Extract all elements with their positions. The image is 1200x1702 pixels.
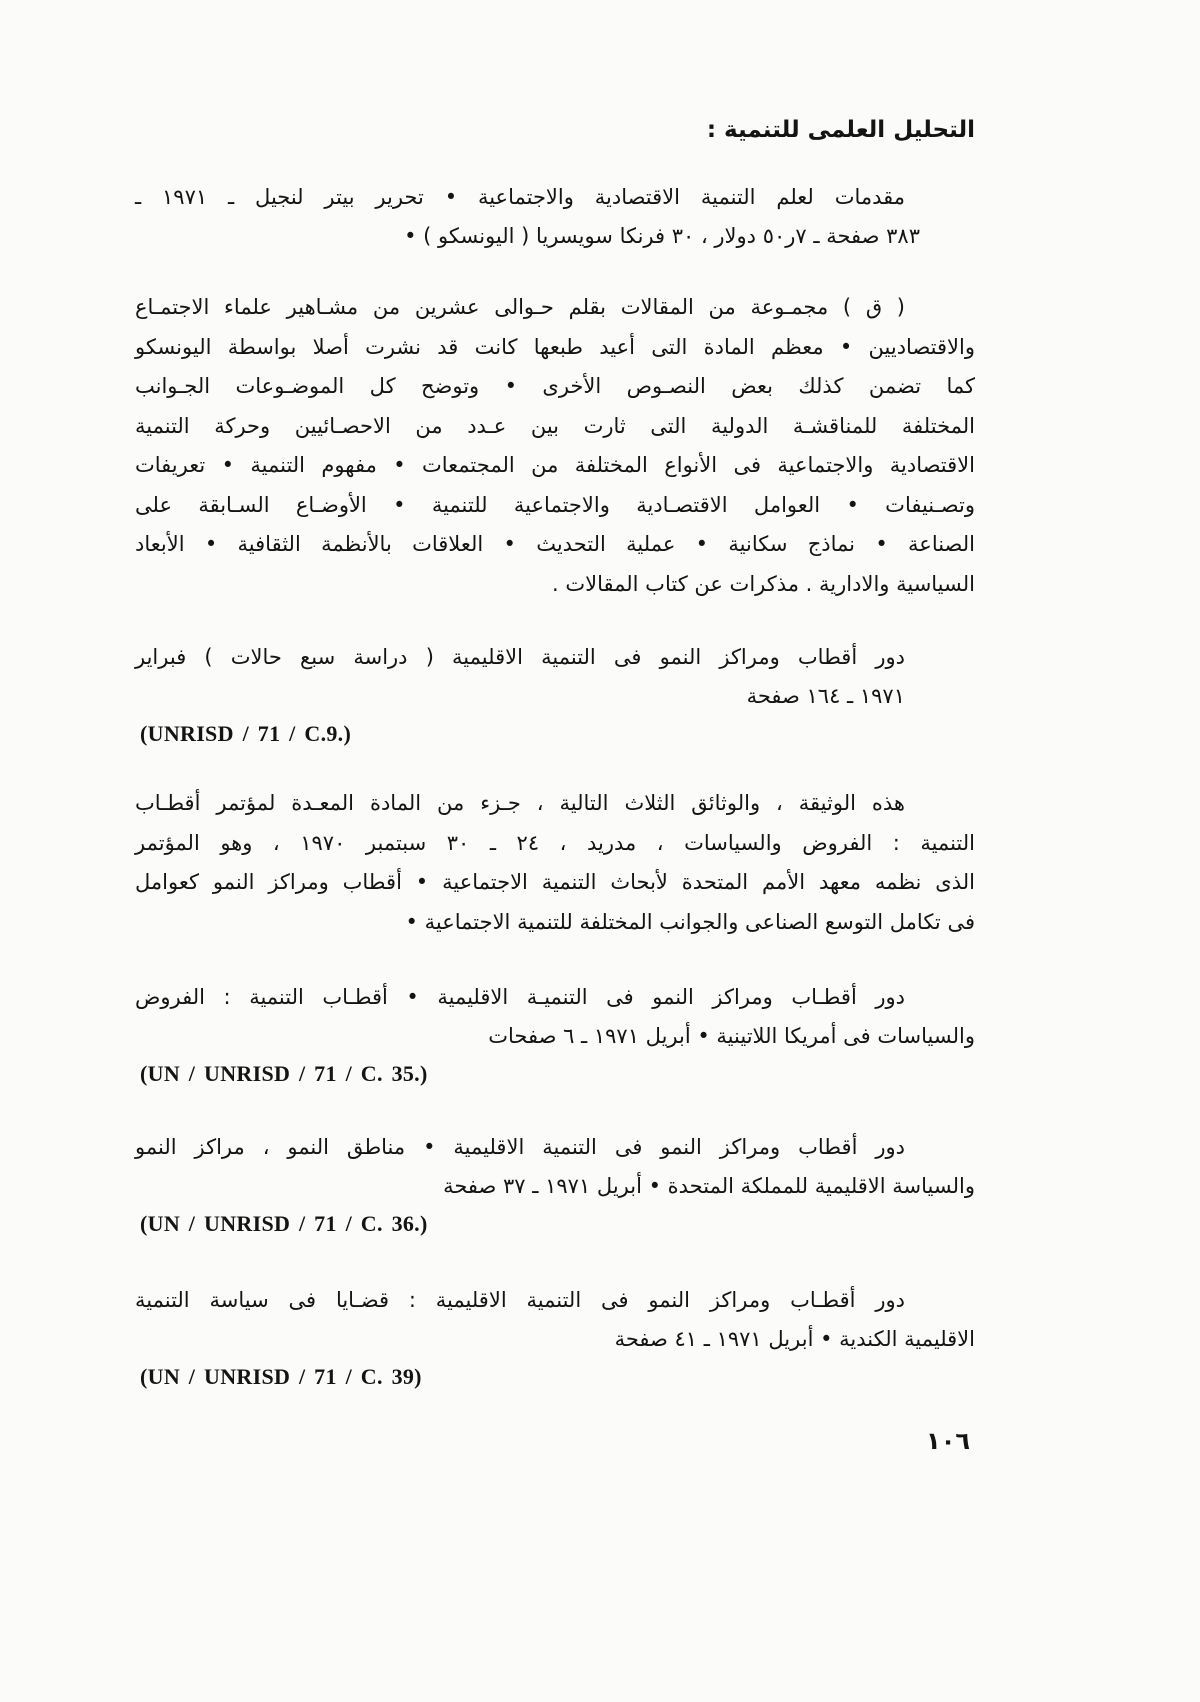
bibliography-entry [135, 178, 975, 256]
abstract-line: فى تكامل التوسع الصناعى والجوانب المختلفة للتنمية الاجتماعية • [405, 909, 975, 934]
abstract-line: الذى نظمه معهد الأمم المتحدة لأبحاث التنمية الاجتماعية • أقطاب ومراكز النمو كعوامل [135, 870, 975, 894]
page-number: ١٠٦ [926, 1427, 970, 1455]
citation-line: الاقليمية الكندية • أبريل ١٩٧١ ـ ٤١ صفحة [614, 1327, 975, 1351]
page-content [135, 0, 975, 1461]
document-code: (UN / UNRISD / 71 / C. 35.) [140, 1061, 428, 1086]
entry-abstract [135, 784, 975, 942]
abstract-line: الاقتصادية والاجتماعية فى الأنواع المختلفة من المجتمعات • مفهوم التنمية • تعريفات [135, 453, 975, 477]
bibliography-entry [135, 1128, 975, 1242]
citation-line: ٣٨٣ صفحة ـ ٧ر٥٠ دولار ، ٣٠ فرنكا سويسريا ( اليونسكو ) • [404, 224, 920, 248]
document-code: (UN / UNRISD / 71 / C. 39) [140, 1364, 422, 1389]
abstract-line: التنمية : الفروض والسياسات ، مدريد ، ٢٤ ـ ٣٠ سبتمبر ١٩٧٠ ، وهو المؤتمر [135, 830, 975, 855]
citation-line: والسياسة الاقليمية للمملكة المتحدة • أبريل ١٩٧١ ـ ٣٧ صفحة [443, 1174, 975, 1198]
abstract-line: والاقتصاديين • معظم المادة التى أعيد طبعها كانت قد نشرت أصلا بواسطة اليونسكو [135, 334, 975, 359]
abstract-line: ( ق ) مجمـوعة من المقالات بقلم حـوالى عشرين من مشـاهير علماء الاجتمـاع [135, 295, 905, 319]
abstract-line: كما تضمن كذلك بعض النصـوص الأخرى • وتوضح كل الموضـوعات الجـوانب [135, 374, 975, 398]
citation-line: ١٩٧١ ـ ١٦٤ صفحة [746, 684, 905, 708]
abstract-line: الصناعة • نماذج سكانية • عملية التحديث • العلاقات بالأنظمة الثقافية • الأبعاد [135, 532, 975, 556]
abstract-line: وتصـنيفات • العوامل الاقتصـادية والاجتماعية للتنمية • الأوضـاع السـابقة على [135, 492, 975, 517]
section-heading: التحليل العلمى للتنمية : [706, 117, 975, 143]
citation-line: دور أقطـاب ومراكز النمو فى التنميـة الاقليمية • أقطـاب التنمية : الفروض [135, 985, 905, 1009]
abstract-line: المختلفة للمناقشـة الدولية التى ثارت بين عـدد من الاحصـائيين وحركة التنمية [135, 413, 975, 438]
document-code: (UN / UNRISD / 71 / C. 36.) [140, 1211, 428, 1236]
abstract-line: السياسية والادارية . مذكرات عن كتاب المقالات . [552, 571, 975, 596]
citation-line: مقدمات لعلم التنمية الاقتصادية والاجتماعية • تحرير بيتر لنجيل ـ ١٩٧١ ـ [135, 185, 906, 209]
citation-line: دور أقطاب ومراكز النمو فى التنمية الاقليمية ( دراسة سبع حالات ) فبراير [135, 645, 905, 669]
bibliography-entry [135, 638, 975, 752]
citation-line: دور أقطـاب ومراكز النمو فى التنمية الاقليمية : قضـايا فى سياسة التنمية [135, 1288, 905, 1312]
bibliography-entry [135, 978, 975, 1092]
citation-line: دور أقطاب ومراكز النمو فى التنمية الاقليمية • مناطق النمو ، مراكز النمو [135, 1135, 905, 1159]
entry-abstract [135, 288, 975, 604]
citation-line: والسياسات فى أمريكا اللاتينية • أبريل ١٩٧١ ـ ٦ صفحات [488, 1024, 975, 1048]
document-code: (UNRISD / 71 / C.9.) [140, 721, 352, 746]
bibliography-entry [135, 1281, 975, 1395]
abstract-line: هذه الوثيقة ، والوثائق الثلاث التالية ، جـزء من المادة المعـدة لمؤتمر أقطـاب [135, 791, 905, 815]
